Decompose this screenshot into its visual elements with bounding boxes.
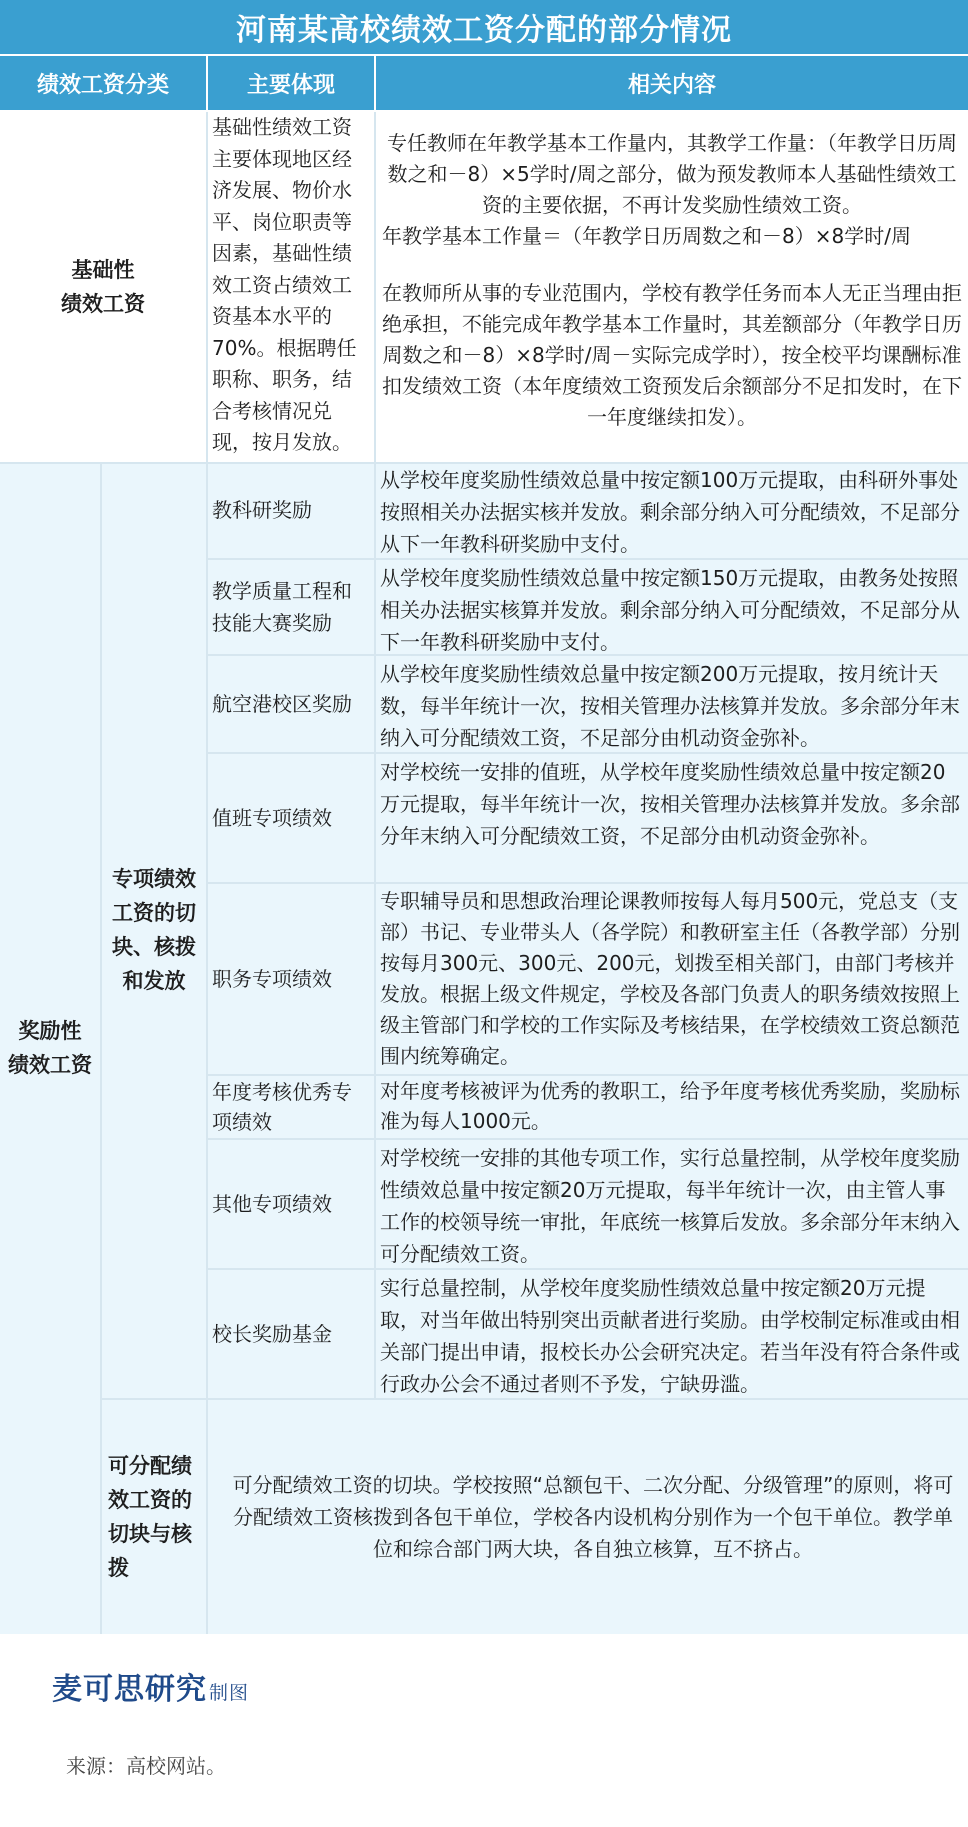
table-title: 河南某高校绩效工资分配的部分情况 <box>0 0 968 54</box>
header-reflect: 主要体现 <box>208 56 374 110</box>
basic-content-p1: 专任教师在年教学基本工作量内，其教学工作量：（年教学日历周数之和－8）×5学时/周之部分，做为预发教师本人基础性绩效工资的主要依据，不再计发奖励性绩效工资。 <box>387 131 957 217</box>
grid-line <box>374 112 376 1400</box>
item-content: 从学校年度奖励性绩效总量中按定额100万元提取，由科研外事处按照相关办法据实核并发放。剩余部分纳入可分配绩效，不足部分从下一年教科研奖励中支付。 <box>376 462 968 558</box>
brand-logo <box>52 1664 249 1708</box>
grid-line <box>100 1398 968 1400</box>
grid-line <box>206 752 968 754</box>
item-content: 对学校统一安排的其他专项工作，实行总量控制，从学校年度奖励性绩效总量中按定额20万元提取，每半年统计一次，由主管人事工作的校领导统一审批，年底统一核算后发放。多余部分年末纳入可分配绩效工资。 <box>376 1140 968 1268</box>
brand-logo-text: 麦可思研究 <box>52 1672 207 1707</box>
grid-line <box>206 558 968 560</box>
distributable-label: 可分配绩效工资的切块与核拨 <box>102 1400 206 1634</box>
grid-line <box>206 1138 968 1140</box>
item-content: 从学校年度奖励性绩效总量中按定额150万元提取，由教务处按照相关办法据实核算并发放。剩余部分纳入可分配绩效，不足部分从下一年教科研奖励中支付。 <box>376 560 968 654</box>
item-name: 年度考核优秀专项绩效 <box>208 1076 374 1138</box>
basic-reflect: 基础性绩效工资主要体现地区经济发展、物价水平、岗位职责等因素，基础性绩效工资占绩效工资基本水平的70%。根据聘任职称、职务，结合考核情况兑现，按月发放。 <box>208 112 374 462</box>
item-name: 航空港校区奖励 <box>208 656 374 752</box>
grid-line <box>206 1074 968 1076</box>
item-name: 其他专项绩效 <box>208 1140 374 1268</box>
item-name: 值班专项绩效 <box>208 754 374 882</box>
header-content: 相关内容 <box>376 56 968 110</box>
grid-line <box>206 112 208 1634</box>
grid-line <box>206 882 968 884</box>
item-name: 教学质量工程和技能大赛奖励 <box>208 560 374 654</box>
special-label: 专项绩效工资的切块、核拨和发放 <box>102 462 206 1398</box>
grid-line <box>206 1268 968 1270</box>
item-content: 专职辅导员和思想政治理论课教师按每人每月500元，党总支（支部）书记、专业带头人（各学院）和教研室主任（各教学部）分别按每月300元、300元、200元，划拨至相关部门，由部门考核并发放。根据上级文件规定，学校及各部门负责人的职务绩效按照上级主管部门和学校的工作实际及考核结果，在学校绩效工资总额范围内统筹确定。 <box>376 884 968 1074</box>
basic-content-p3: 在教师所从事的专业范围内，学校有教学任务而本人无正当理由拒绝承担，不能完成年教学基本工作量时，其差额部分（年教学日历周数之和－8）×8学时/周－实际完成学时），按全校平均课酬标准扣发绩效工资（本年度绩效工资预发后余额部分不足扣发时，在下一年度继续扣发）。 <box>382 281 962 429</box>
item-content: 对年度考核被评为优秀的教职工，给予年度考核优秀奖励，奖励标准为每人1000元。 <box>376 1076 968 1138</box>
grid-line <box>100 462 102 1634</box>
grid-line <box>206 654 968 656</box>
grid-line <box>0 462 968 464</box>
item-content: 实行总量控制，从学校年度奖励性绩效总量中按定额20万元提取，对当年做出特别突出贡献者进行奖励。由学校制定标准或由相关部门提出申请，报校长办公会研究决定。若当年没有符合条件或行政办公会不通过者则不予发，宁缺毋滥。 <box>376 1270 968 1398</box>
distributable-content: 可分配绩效工资的切块。学校按照“总额包干、二次分配、分级管理”的原则，将可分配绩效工资核拨到各包干单位，学校各内设机构分别作为一个包干单位。教学单位和综合部门两大块，各自独立核算，互不挤占。 <box>208 1400 968 1634</box>
item-content: 对学校统一安排的值班，从学校年度奖励性绩效总量中按定额20万元提取，每半年统计一次，按相关管理办法核算并发放。多余部分年末纳入可分配绩效工资，不足部分由机动资金弥补。 <box>376 754 968 882</box>
basic-content-p2: 年教学基本工作量＝（年教学日历周数之和－8）×8学时/周 <box>382 224 911 248</box>
source-note: 来源：高校网站。 <box>66 1754 226 1778</box>
reward-category: 奖励性 绩效工资 <box>0 462 100 1634</box>
item-name: 职务专项绩效 <box>208 884 374 1074</box>
item-name: 校长奖励基金 <box>208 1270 374 1398</box>
header-category: 绩效工资分类 <box>0 56 206 110</box>
item-name: 教科研奖励 <box>208 462 374 558</box>
brand-logo-suffix: 制图 <box>209 1682 250 1704</box>
basic-category: 基础性 绩效工资 <box>0 112 206 462</box>
item-content: 从学校年度奖励性绩效总量中按定额200万元提取，按月统计天数，每半年统计一次，按相关管理办法核算并发放。多余部分年末纳入可分配绩效工资，不足部分由机动资金弥补。 <box>376 656 968 752</box>
